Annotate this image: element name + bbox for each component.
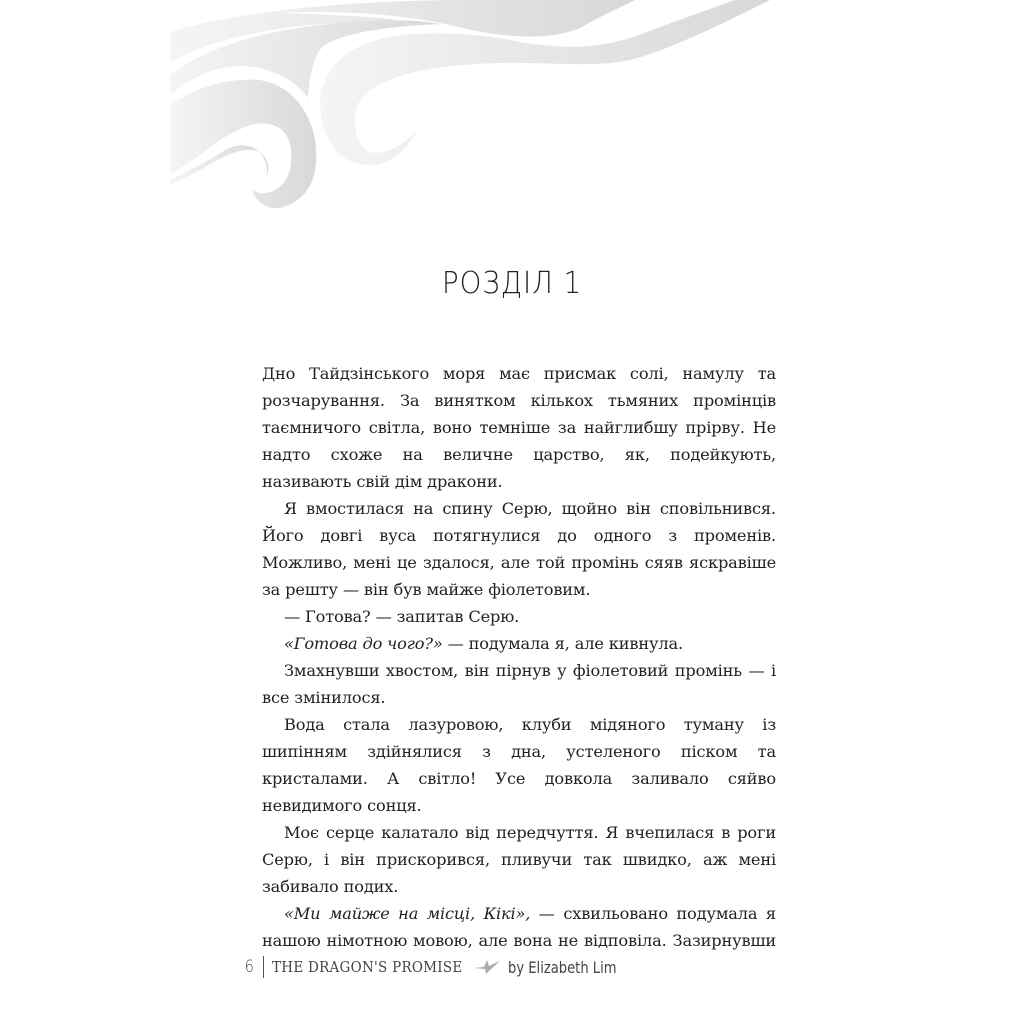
author-name: by Elizabeth Lim (507, 957, 617, 977)
paragraph: Моє серце калатало від передчуття. Я вчепилася в роги Серю, і він прискорився, пливучи так швидко, аж мені забивало подих. (262, 823, 776, 896)
book-title: THE DRAGON'S PROMISE (271, 958, 463, 976)
page-footer (244, 954, 640, 980)
paragraph (262, 630, 776, 657)
paper-crane-icon (474, 959, 500, 975)
wave-swirl-icon (170, 0, 770, 240)
footer-divider (263, 956, 264, 978)
paragraph: — Готова? — запитав Серю. (284, 607, 520, 626)
italic-thought: «Ми майже на місці, Кікі», (284, 904, 531, 923)
italic-thought: «Готова до чого?» (284, 634, 443, 653)
paragraph: Вода стала лазуровою, клуби мідяного туману із шипінням здійнялися з дна, устеленого піском та кристалами. А світло! Усе довкола заливало сяйво невидимого сонця. (262, 715, 776, 815)
paragraph: Змахнувши хвостом, він пірнув у фіолетовий промінь — і все змінилося. (262, 661, 776, 707)
page-number: 6 (244, 957, 255, 977)
chapter-body (262, 360, 776, 954)
paragraph (262, 900, 776, 954)
paragraph-text: — схвильовано подумала я нашою німотною мовою, але вона не відповіла. Зазирнувши (262, 904, 776, 950)
paragraph: Я вмостилася на спину Серю, щойно він сповільнився. Його довгі вуса потягнулися до одного з променів. Можливо, мені це здалося, але той промінь сяяв яскравіше за решту — він був майже фіолетовим. (262, 499, 776, 599)
paragraph: Дно Тайдзінського моря має присмак солі, намулу та розчарування. За винятком кількох тьмяних промінців таємничого світла, воно темніше за найглибшу прірву. Не надто схоже на величне царство, як, подейкують, називають свій дім дракони. (262, 364, 776, 491)
chapter-title: РОЗДІЛ 1 (442, 266, 582, 301)
paragraph-text: — подумала я, але кивнула. (442, 634, 683, 653)
